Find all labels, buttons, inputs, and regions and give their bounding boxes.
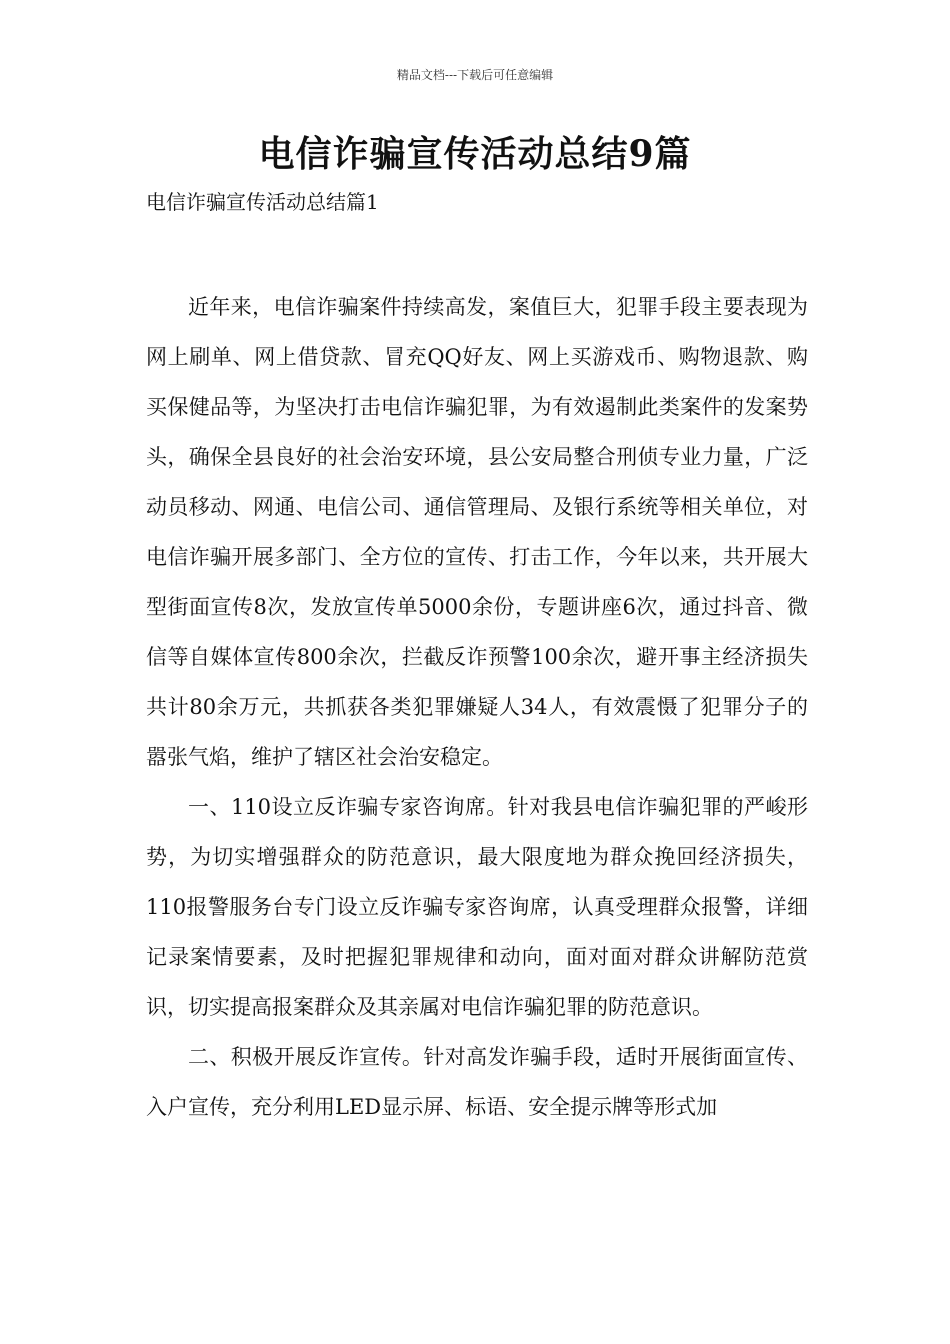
paragraph-point-1: 一、110设立反诈骗专家咨询席。针对我县电信诈骗犯罪的严峻形势，为切实增强群众的防范意识，最大限度地为群众挽回经济损失，110报警服务台专门设立反诈骗专家咨询席，认真受理群众报警，详细记录案情要素，及时把握犯罪规律和动向，面对面对群众讲解防范赏识，切实提高报案群众及其亲属对电信诈骗犯罪的防范意识。 [146,795,808,1019]
section-heading: 电信诈骗宣传活动总结篇1 [146,190,379,214]
document-title: 电信诈骗宣传活动总结9篇 [258,133,692,175]
paragraph-intro: 近年来，电信诈骗案件持续高发，案值巨大，犯罪手段主要表现为网上刷单、网上借贷款、冒充QQ好友、网上买游戏币、购物退款、购买保健品等，为坚决打击电信诈骗犯罪，为有效遏制此类案件的发案势头，确保全县良好的社会治安环境，县公安局整合刑侦专业力量，广泛动员移动、网通、电信公司、通信管理局、及银行系统等相关单位，对电信诈骗开展多部门、全方位的宣传、打击工作，今年以来，共开展大型街面宣传8次，发放宣传单5000余份，专题讲座6次，通过抖音、微信等自媒体宣传800余次，拦截反诈预警100余次，避开事主经济损失共计80余万元，共抓获各类犯罪嫌疑人34人，有效震慑了犯罪分子的嚣张气焰，维护了辖区社会治安稳定。 [146,295,808,769]
document-body [146,282,808,1132]
paragraph-point-2: 二、积极开展反诈宣传。针对高发诈骗手段，适时开展街面宣传、入户宣传，充分利用LED显示屏、标语、安全提示牌等形式加 [146,1045,808,1119]
page-header-note: 精品文档---下载后可任意编辑 [396,68,554,82]
